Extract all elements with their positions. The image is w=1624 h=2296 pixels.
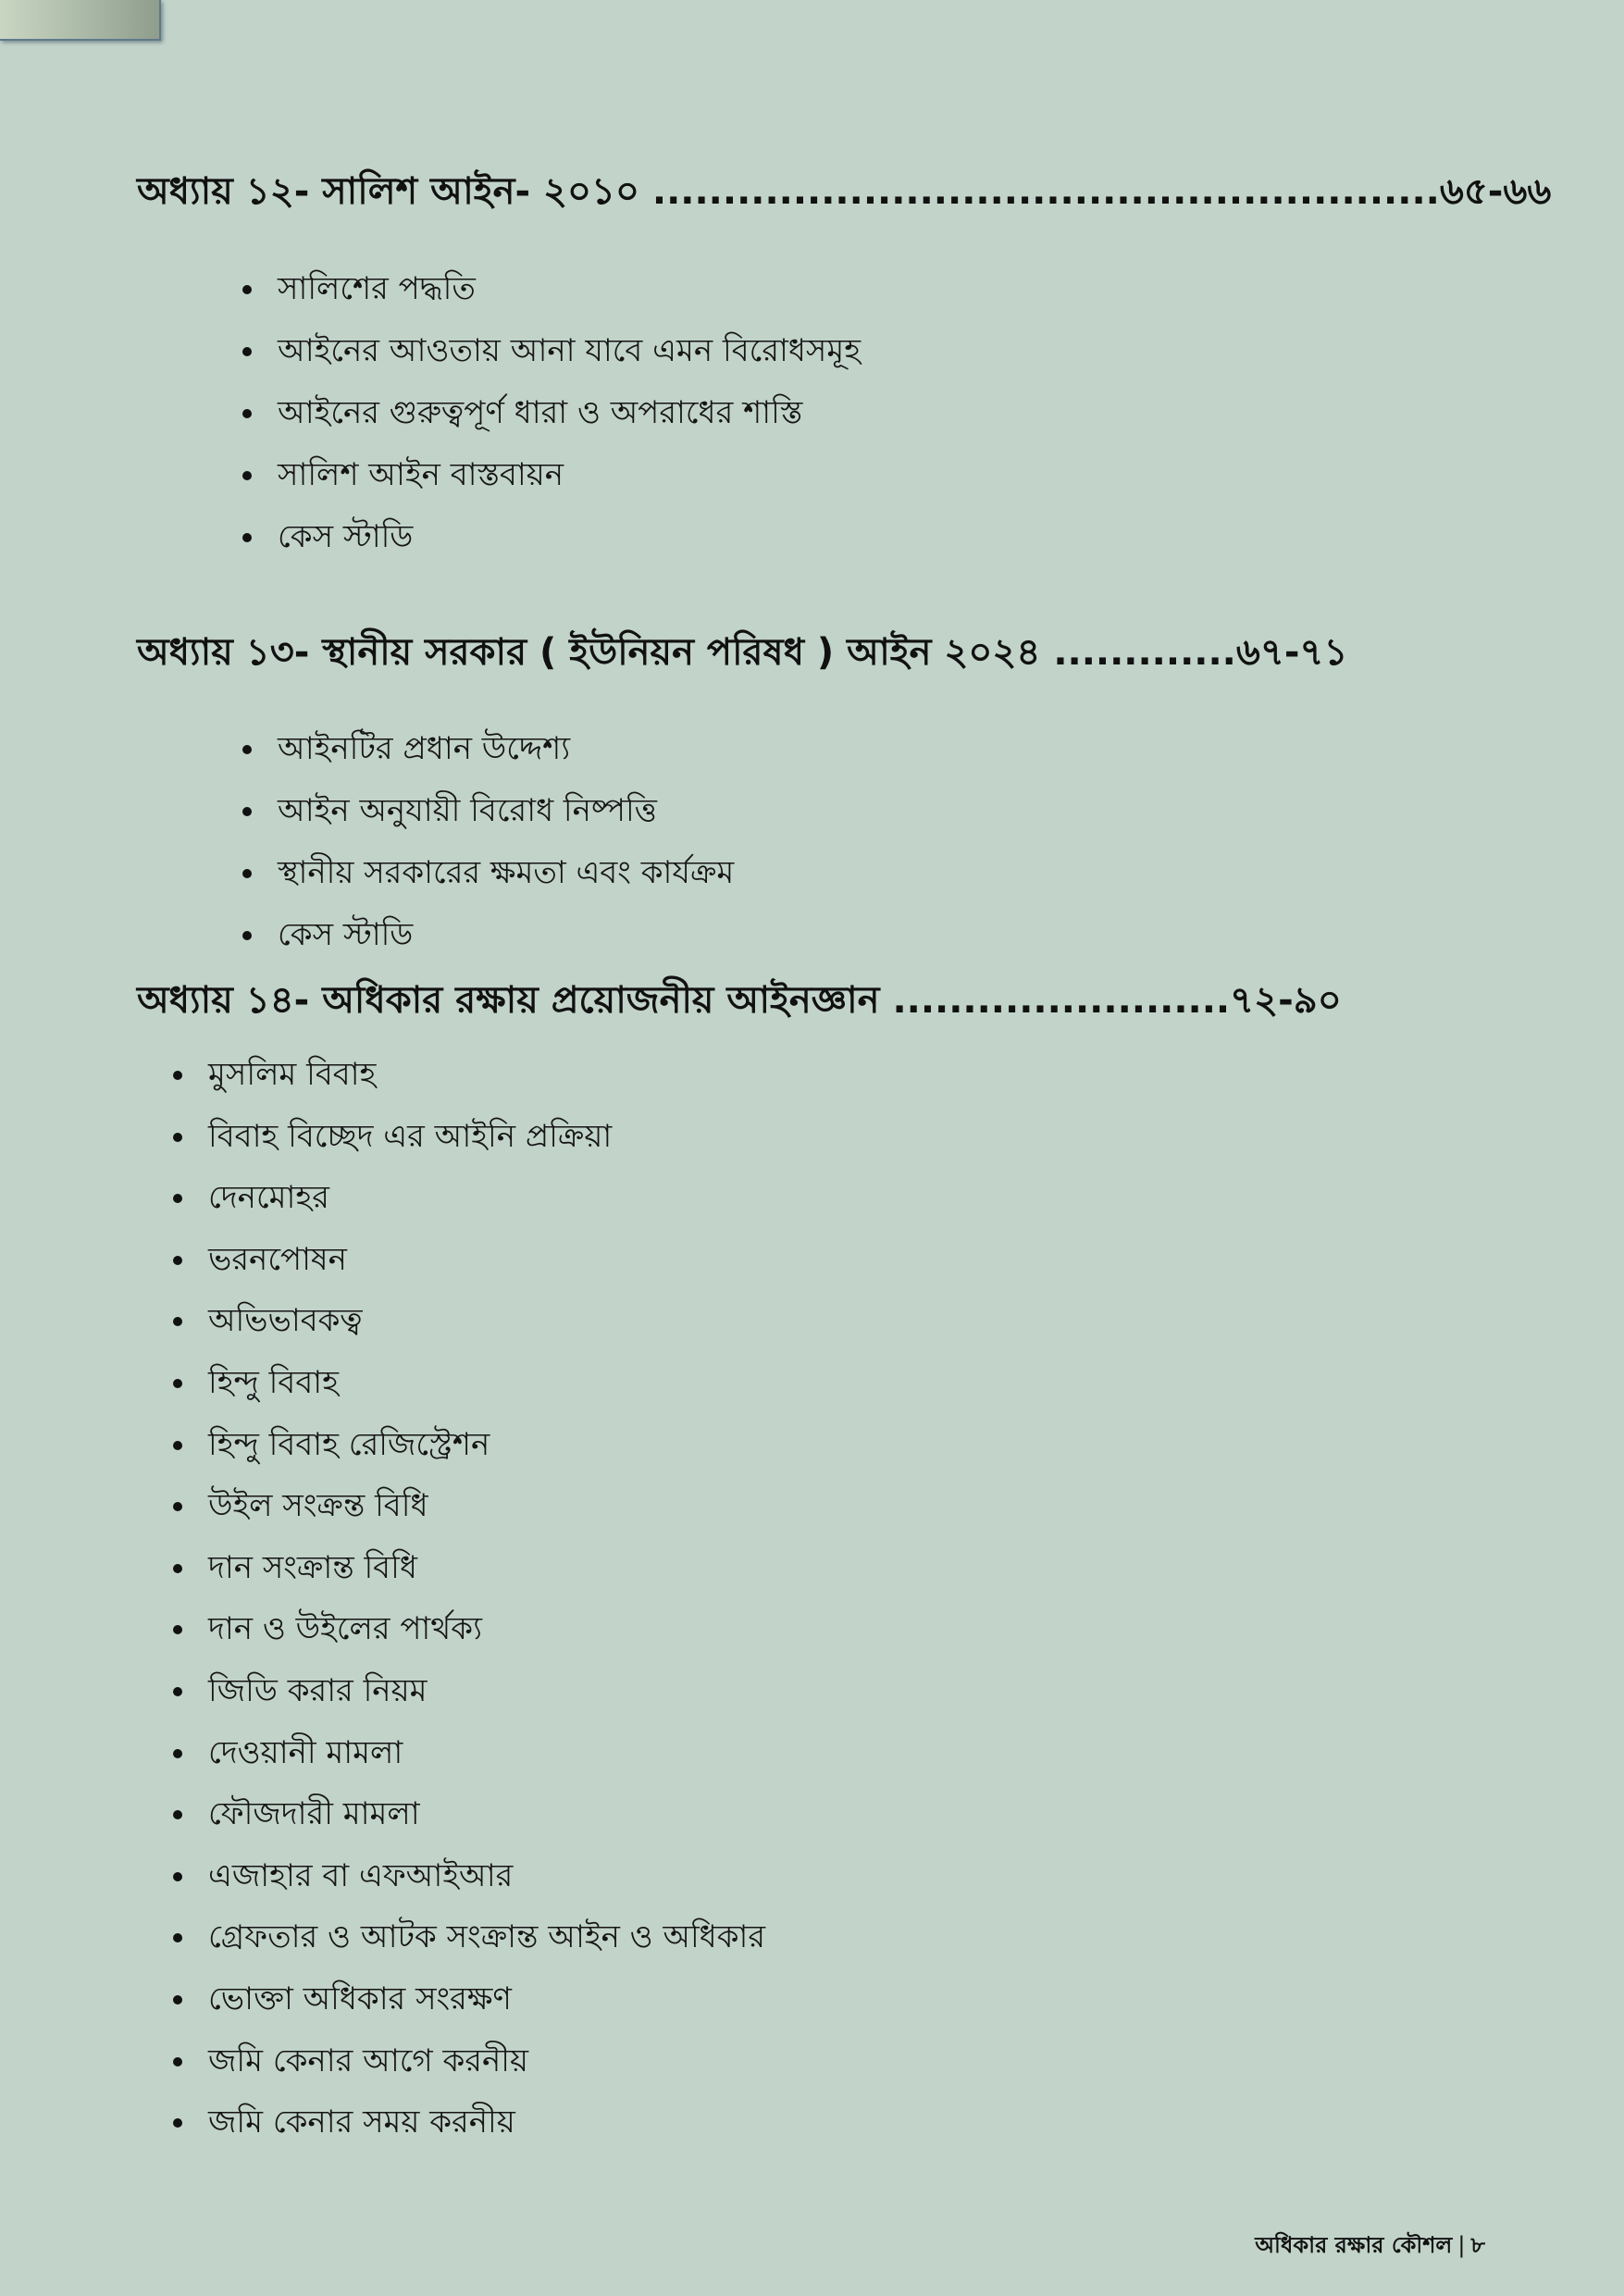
bullet-icon (173, 1995, 182, 2004)
chapter-12-topic-list (278, 266, 861, 576)
list-item: এজাহার বা এফআইআর (208, 1853, 765, 1915)
chapter-title: অধ্যায় ১৩- স্থানীয় সরকার ( ইউনিয়ন পরিষধ ) আইন ২০২৪ (137, 631, 1041, 674)
bullet-icon (242, 471, 252, 480)
page-range: ৭২-৯০ (1230, 979, 1342, 1022)
bullet-icon (242, 745, 252, 754)
corner-tab-decoration (0, 0, 161, 41)
leader-dots: ........................................................ (651, 170, 1440, 213)
list-item: দেনমোহর (208, 1174, 765, 1236)
bullet-icon (173, 1071, 182, 1080)
bullet-icon (173, 1687, 182, 1696)
list-item: জমি কেনার আগে করনীয় (208, 2038, 765, 2100)
bullet-icon (242, 347, 252, 356)
list-item: হিন্দু বিবাহ রেজিস্ট্রেশন (208, 1421, 765, 1483)
list-item: আইনের আওতায় আনা যাবে এমন বিরোধসমূহ (278, 328, 861, 390)
bullet-icon (173, 1441, 182, 1450)
chapter-title: অধ্যায় ১২- সালিশ আইন- ২০১০ (137, 170, 639, 213)
footer-separator: | (1457, 2232, 1466, 2258)
chapter-title: অধ্যায় ১৪- অধিকার রক্ষায় প্রয়োজনীয় আইনজ্ঞান (137, 979, 880, 1022)
bullet-icon (173, 1379, 182, 1388)
leader-dots: ........................ (892, 979, 1231, 1022)
list-item: অভিভাবকত্ব (208, 1297, 765, 1359)
page-footer (1255, 2228, 1485, 2265)
list-item: আইন অনুযায়ী বিরোধ নিষ্পত্তি (278, 788, 734, 850)
list-item: কেস স্টাডি (278, 514, 861, 576)
list-item: দান ও উইলের পার্থক্য (208, 1606, 765, 1668)
list-item: জিডি করার নিয়ম (208, 1668, 765, 1730)
list-item: বিবাহ বিচ্ছেদ এর আইনি প্রক্রিয়া (208, 1113, 765, 1175)
chapter-14-heading (137, 975, 1342, 1025)
bullet-icon (173, 1133, 182, 1142)
list-item: দান সংক্রান্ত বিধি (208, 1545, 765, 1607)
bullet-icon (242, 869, 252, 878)
list-item: ফৌজদারী মামলা (208, 1791, 765, 1853)
list-item: স্থানীয় সরকারের ক্ষমতা এবং কার্যক্রম (278, 850, 734, 912)
page-range: ৬৭-৭১ (1235, 631, 1348, 674)
list-item: সালিশ আইন বাস্তবায়ন (278, 452, 861, 514)
bullet-icon (173, 1256, 182, 1265)
list-item: আইনটির প্রধান উদ্দেশ্য (278, 726, 734, 788)
list-item: উইল সংক্রন্ত বিধি (208, 1483, 765, 1545)
list-item: জমি কেনার সময় করনীয় (208, 2099, 765, 2161)
list-item: আইনের গুরুত্বপূর্ণ ধারা ও অপরাধের শাস্তি (278, 390, 861, 452)
bullet-icon (173, 1810, 182, 1819)
list-item: কেস স্টাডি (278, 912, 734, 974)
bullet-icon (242, 807, 252, 816)
list-item: ভরনপোষন (208, 1236, 765, 1298)
bullet-icon (242, 409, 252, 418)
bullet-icon (173, 2057, 182, 2066)
footer-book-title: অধিকার রক্ষার কৌশল (1255, 2232, 1453, 2258)
bullet-icon (242, 285, 252, 294)
leader-dots: ............. (1053, 631, 1236, 674)
page-range: ৬৫-৬৬ (1439, 170, 1552, 213)
list-item: মুসলিম বিবাহ (208, 1051, 765, 1113)
bullet-icon (173, 1749, 182, 1758)
bullet-icon (173, 1933, 182, 1942)
bullet-icon (173, 1502, 182, 1511)
page-number: ৮ (1470, 2232, 1485, 2258)
list-item: হিন্দু বিবাহ (208, 1359, 765, 1421)
list-item: ভোক্তা অধিকার সংরক্ষণ (208, 1976, 765, 2038)
chapter-13-heading (137, 627, 1347, 677)
chapter-12-heading (137, 167, 1551, 217)
bullet-icon (242, 931, 252, 940)
bullet-icon (173, 1564, 182, 1573)
bullet-icon (173, 1872, 182, 1881)
bullet-icon (173, 1317, 182, 1326)
bullet-icon (173, 2118, 182, 2128)
chapter-13-topic-list (278, 726, 734, 974)
bullet-icon (173, 1194, 182, 1203)
list-item: দেওয়ানী মামলা (208, 1730, 765, 1792)
list-item: গ্রেফতার ও আটক সংক্রান্ত আইন ও অধিকার (208, 1914, 765, 1976)
chapter-14-topic-list (208, 1051, 765, 2161)
list-item: সালিশের পদ্ধতি (278, 266, 861, 328)
bullet-icon (242, 533, 252, 542)
bullet-icon (173, 1625, 182, 1634)
